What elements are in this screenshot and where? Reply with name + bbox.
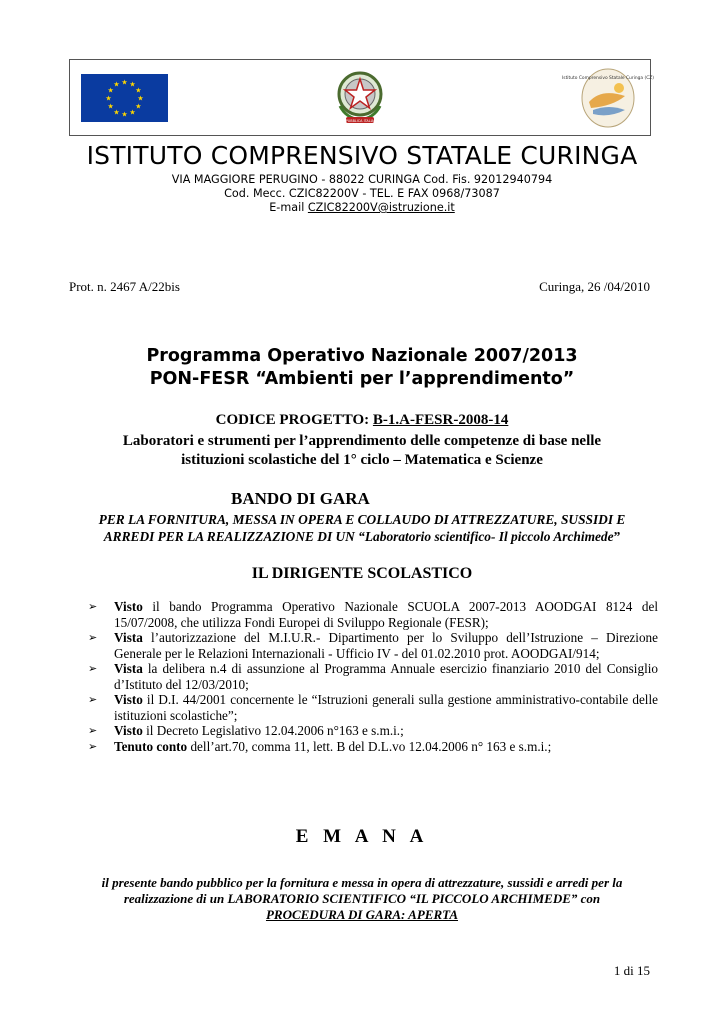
svg-text:★: ★ [137, 94, 144, 103]
arrow-bullet-icon: ➢ [88, 724, 98, 737]
project-code: B-1.A-FESR-2008-14 [372, 412, 509, 428]
school-logo [562, 66, 654, 129]
item-text: la delibera n.4 di assunzione al Programma Annuale esercizio finanziario 2010 del Consiglio d’Istituto del 12/03/2010; [114, 661, 658, 692]
bando-description-line2 [0, 528, 724, 545]
bando-description [0, 511, 724, 545]
project-description-line1: Laboratori e strumenti per l’apprendimento delle competenze di base nelle [122, 433, 602, 449]
item-text: il bando Programma Operativo Nazionale SCUOLA 2007-2013 AOODGAI 8124 del 15/07/2008, che utilizza Fondi Europei di Sviluppo Regionale (FESR); [114, 599, 658, 630]
svg-text:★: ★ [113, 80, 120, 89]
arrow-bullet-icon: ➢ [88, 739, 98, 753]
eu-flag-logo [81, 74, 168, 122]
arrow-bullet-icon: ➢ [88, 662, 98, 675]
project-description-line2: istituzioni scolastiche del 1° ciclo – Matematica e Scienze [181, 452, 543, 468]
svg-text:★: ★ [105, 94, 112, 103]
email-label: E-mail [269, 201, 308, 214]
item-lead: Visto [114, 723, 143, 738]
school-codes: Cod. Mecc. CZIC82200V - TEL. E FAX 0968/73087 [224, 187, 500, 200]
protocol-number: Prot. n. 2467 A/22bis [69, 279, 180, 294]
arrow-bullet-icon: ➢ [88, 600, 98, 613]
school-logo-text: Istituto Comprensivo Statale Curinga (CZ) [562, 76, 654, 81]
svg-text:★: ★ [121, 78, 128, 87]
svg-text:★: ★ [121, 110, 128, 119]
notice-procedure: PROCEDURA DI GARA: APERTA [265, 907, 459, 922]
considerations-list [88, 599, 658, 754]
italian-republic-emblem [332, 66, 388, 128]
arrow-bullet-icon: ➢ [88, 693, 98, 706]
notice-line2: realizzazione di un LABORATORIO SCIENTIFICO “IL PICCOLO ARCHIMEDE” con [123, 891, 601, 906]
programme-subtitle: PON-FESR “Ambienti per l’apprendimento” [149, 369, 575, 389]
bando-title: BANDO DI GARA [231, 489, 370, 508]
arrow-bullet-icon: ➢ [88, 631, 98, 644]
svg-text:★: ★ [107, 86, 114, 95]
list-item [88, 630, 658, 661]
item-lead: Tenuto conto [114, 738, 188, 754]
bando-description-line2-text: ARREDI PER LA REALIZZAZIONE DI UN “Laboratorio scientifico- Il piccolo Archimede [103, 529, 614, 544]
list-item [88, 599, 658, 630]
email-link[interactable]: CZIC82200V@istruzione.it [307, 201, 455, 214]
emblem-ribbon-text: REPUBBLICA ITALIANA [341, 119, 379, 123]
item-text: l’autorizzazione del M.I.U.R.- Dipartimento per lo Sviluppo dell’Istruzione – Direzione Generale per le Relazioni Internazionali - Ufficio IV - del 01.02.2010 prot. AOODGAI/914; [114, 630, 658, 661]
list-item [88, 739, 658, 755]
svg-text:★: ★ [107, 102, 114, 111]
notice-line1: il presente bando pubblico per la fornitura e messa in opera di attrezzature, sussidi e arredi per la [101, 875, 623, 890]
list-item [88, 723, 658, 739]
school-email-line [0, 201, 724, 215]
item-text: il Decreto Legislativo 12.04.2006 n°163 e s.m.i.; [142, 723, 404, 738]
school-address: VIA MAGGIORE PERUGINO - 88022 CURINGA Cod. Fis. 92012940794 [171, 173, 553, 186]
svg-text:★: ★ [129, 80, 136, 89]
bando-description-closing-quote: ” [613, 529, 621, 544]
school-name: ISTITUTO COMPRENSIVO STATALE CURINGA [86, 141, 638, 170]
svg-text:★: ★ [135, 86, 142, 95]
project-code-label: CODICE PROGETTO: [215, 412, 373, 428]
project-code-line [0, 412, 724, 429]
dirigente-heading: IL DIRIGENTE SCOLASTICO [251, 565, 473, 582]
svg-text:★: ★ [129, 108, 136, 117]
svg-text:★: ★ [113, 108, 120, 117]
programme-title: Programma Operativo Nazionale 2007/2013 [146, 346, 578, 366]
item-text: dell’art.70, comma 11, lett. B del D.L.vo 12.04.2006 n° 163 e s.m.i.; [187, 738, 552, 754]
svg-text:★: ★ [135, 102, 142, 111]
notice-paragraph [0, 875, 724, 923]
item-lead: Visto [114, 599, 143, 614]
item-text: il D.I. 44/2001 concernente le “Istruzioni generali sulla gestione amministrativo-contabile delle istituzioni scolastiche”; [114, 692, 658, 723]
emana-heading: E M A N A [295, 826, 429, 847]
list-item [88, 692, 658, 723]
header-logo-box [69, 59, 654, 136]
page-number: 1 di 15 [613, 963, 650, 978]
place-date: Curinga, 26 /04/2010 [539, 279, 650, 294]
bando-description-line1: PER LA FORNITURA, MESSA IN OPERA E COLLAUDO DI ATTREZZATURE, SUSSIDI E [98, 512, 626, 527]
project-description [0, 432, 724, 470]
item-lead: Vista [114, 630, 143, 645]
item-lead: Vista [114, 661, 143, 676]
list-item [88, 661, 658, 692]
item-lead: Visto [114, 692, 143, 707]
